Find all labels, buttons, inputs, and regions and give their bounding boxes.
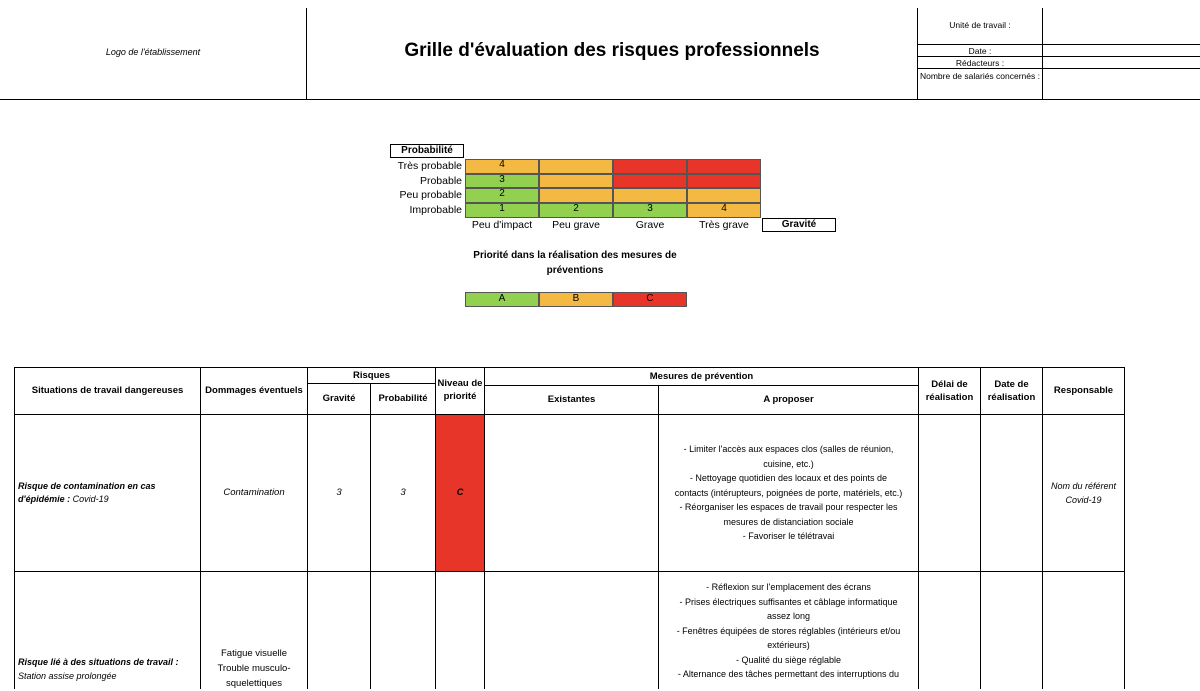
authors-label: Rédacteurs :	[955, 58, 1005, 68]
situation-title: Risque de contamination en cas d'épidémie :	[18, 481, 156, 504]
proposal-line: - Limiter l'accès aux espaces clos (salles de réunion,	[683, 444, 894, 455]
situation-cell	[18, 655, 200, 683]
damages-cell	[201, 415, 307, 571]
probability-axis-title: Probabilité	[390, 144, 464, 158]
probability-level: Improbable	[409, 204, 462, 216]
proposal-line: cuisine, etc.)	[763, 458, 814, 469]
logo-placeholder: Logo de l'établissement	[105, 47, 201, 57]
matrix-number: 3	[499, 174, 505, 185]
header-probability: Probabilité	[378, 393, 428, 404]
proposal-line: - Prises électriques suffisantes et câblage informatique	[679, 596, 898, 607]
header-risks: Risques	[353, 369, 390, 381]
gravity-level: Grave	[635, 219, 665, 231]
proposal-line: - Qualité du siège réglable	[735, 654, 842, 665]
header-completion-date: Date de réalisation	[987, 379, 1036, 403]
employees-label: Nombre de salariés concernés :	[919, 71, 1040, 81]
situation-title: Risque lié à des situations de travail :	[18, 657, 179, 667]
proposals-cell	[659, 580, 918, 682]
unit-label: Unité de travail :	[949, 20, 1011, 30]
matrix-number: 3	[647, 203, 653, 214]
completion-date-cell	[981, 415, 1042, 571]
proposal-line: - Alternance des tâches permettant des interruptions du	[677, 669, 900, 679]
matrix-number: 2	[499, 188, 505, 199]
header-existing: Existantes	[547, 394, 596, 405]
proposal-line: - Réflexion sur l'emplacement des écrans	[706, 582, 871, 592]
proposal-line: assez long	[766, 611, 811, 621]
matrix-number: 4	[499, 159, 505, 170]
proposal-line: mesures de distanciation sociale	[723, 516, 854, 527]
responsible-cell: Nom du référent Covid-19	[1050, 481, 1117, 505]
priority-b: B	[539, 292, 613, 307]
header-gravity: Gravité	[322, 393, 356, 404]
date-label: Date :	[968, 46, 992, 56]
damage-item: Fatigue visuelle	[220, 648, 287, 659]
priority-a: A	[465, 292, 539, 307]
probability-cell: 3	[400, 487, 406, 498]
matrix-number: 1	[499, 203, 505, 214]
existing-cell	[485, 415, 658, 571]
proposal-line: extérieurs)	[767, 640, 810, 650]
probability-level: Peu probable	[399, 189, 462, 201]
gravity-level: Peu d'impact	[471, 219, 533, 231]
proposal-line: contacts (intérupteurs, poignées de porte, matériels, etc.)	[674, 487, 903, 498]
priority-cell: C	[436, 415, 484, 571]
header-responsible: Responsable	[1053, 385, 1114, 396]
header-delay: Délai de réalisation	[925, 379, 974, 403]
proposal-line: - Réorganiser les espaces de travail pour respecter les	[679, 502, 898, 513]
page-title: Grille d'évaluation des risques professionnels	[404, 40, 820, 61]
proposals-cell	[659, 415, 918, 571]
header-damages: Dommages éventuels	[205, 385, 303, 396]
header-prevention: Mesures de prévention	[649, 370, 754, 382]
damage-item: squelettiques	[226, 678, 282, 689]
gravity-cell: 3	[336, 487, 342, 498]
priority-title: Priorité dans la réalisation des mesures de préventions	[473, 250, 677, 276]
header-situations: Situations de travail dangereuses	[31, 385, 184, 396]
situation-detail: Covid-19	[72, 494, 109, 504]
proposal-line: - Fenêtres équipées de stores réglables (intérieurs et/ou	[676, 625, 901, 636]
matrix-number: 4	[721, 203, 727, 214]
situation-detail: Station assise prolongée	[18, 671, 117, 681]
damage-item: Trouble musculo-	[217, 663, 291, 674]
header-priority-level: Niveau de priorité	[437, 378, 483, 402]
delay-cell	[919, 415, 980, 571]
proposal-line: - Favoriser le télétravai	[742, 531, 835, 542]
probability-level: Probable	[419, 175, 462, 187]
proposal-line: - Nettoyage quotidien des locaux et des points de	[689, 473, 888, 484]
damage-item: Contamination	[223, 487, 285, 498]
damages-cell	[201, 646, 307, 691]
gravity-level: Très grave	[699, 219, 749, 231]
priority-c: C	[613, 292, 687, 307]
probability-level: Très probable	[397, 160, 462, 172]
gravity-axis-title: Gravité	[762, 218, 836, 232]
situation-cell	[15, 415, 200, 571]
header-to-propose: A proposer	[763, 394, 814, 405]
matrix-number: 2	[573, 203, 579, 214]
gravity-level: Peu grave	[552, 219, 600, 231]
